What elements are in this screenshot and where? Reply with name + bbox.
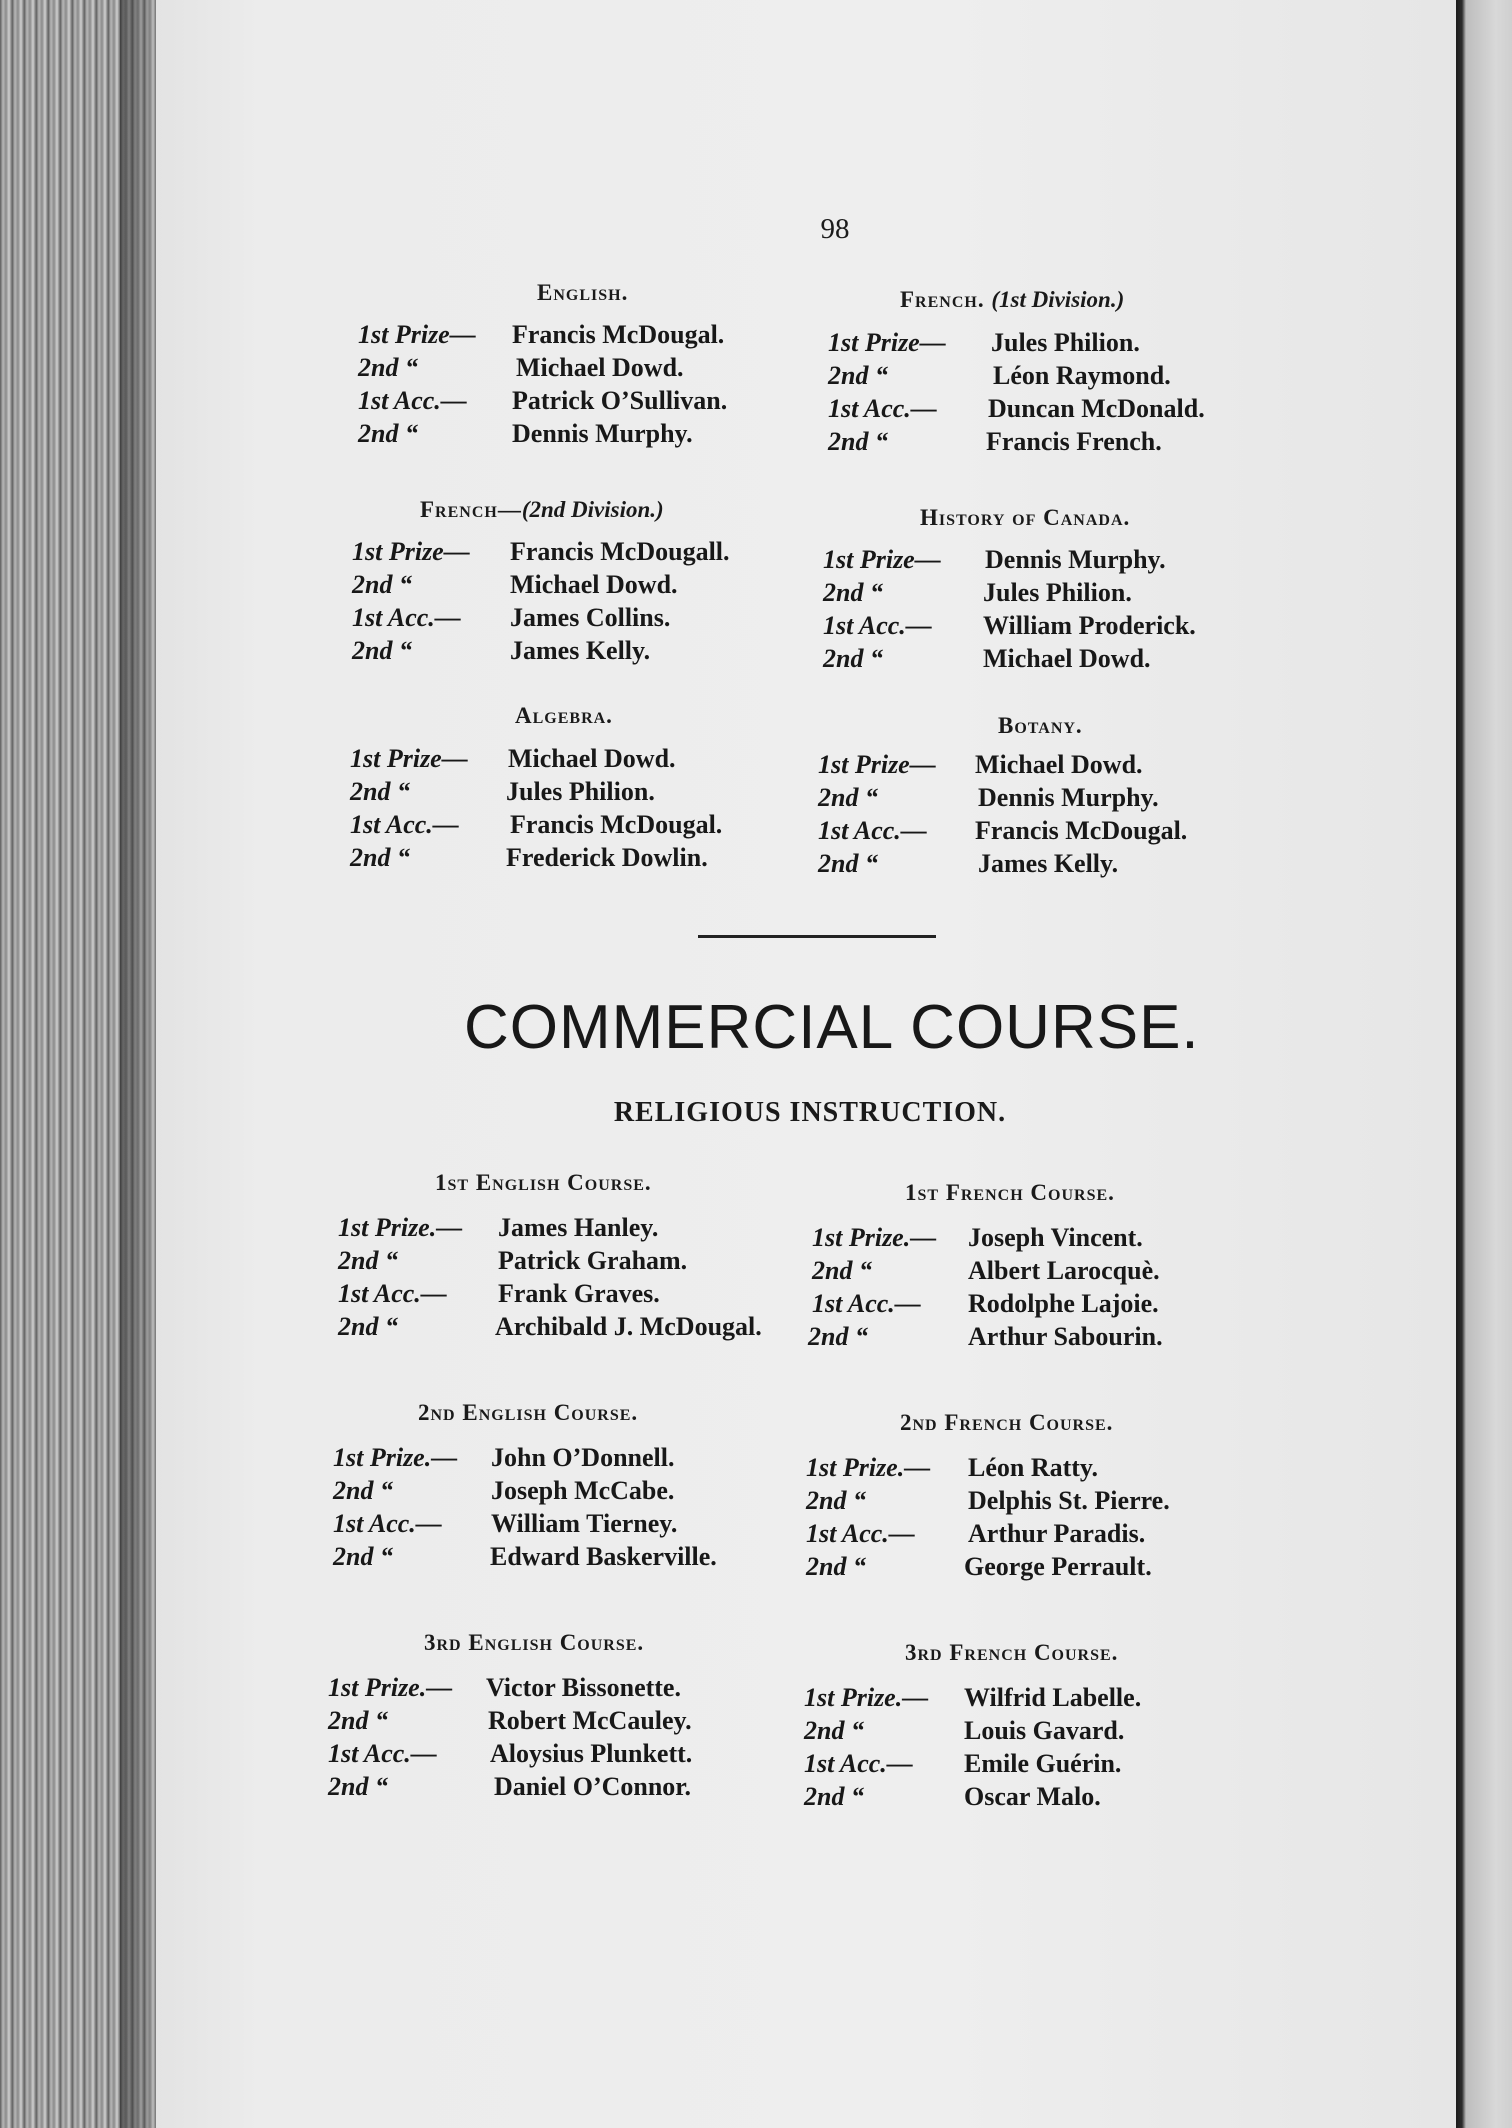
heading-french-2nd-division: French—(2nd Division.)	[420, 497, 664, 522]
heading-3rd-french-course: 3rd French Course.	[905, 1640, 1119, 1665]
binding-shadow	[120, 0, 160, 2128]
heading-history-of-canada: History of Canada.	[920, 505, 1131, 530]
heading-french-1st-division: French. (1st Division.)	[900, 287, 1125, 312]
section-divider	[698, 935, 936, 938]
section-subtitle: RELIGIOUS INSTRUCTION.	[613, 1097, 1007, 1128]
section-title: COMMERCIAL COURSE.	[464, 993, 1200, 1062]
heading-1st-french-course: 1st French Course.	[905, 1180, 1115, 1205]
heading-3rd-english-course: 3rd English Course.	[424, 1630, 645, 1655]
heading-1st-english-course: 1st English Course.	[435, 1170, 652, 1195]
heading-algebra: Algebra.	[515, 703, 613, 728]
heading-2nd-french-course: 2nd French Course.	[900, 1410, 1114, 1435]
book-right-edge	[1456, 0, 1512, 2128]
heading-english: English.	[537, 280, 629, 305]
page-number: 98	[820, 213, 850, 245]
heading-botany: Botany.	[998, 713, 1083, 738]
heading-2nd-english-course: 2nd English Course.	[418, 1400, 639, 1425]
